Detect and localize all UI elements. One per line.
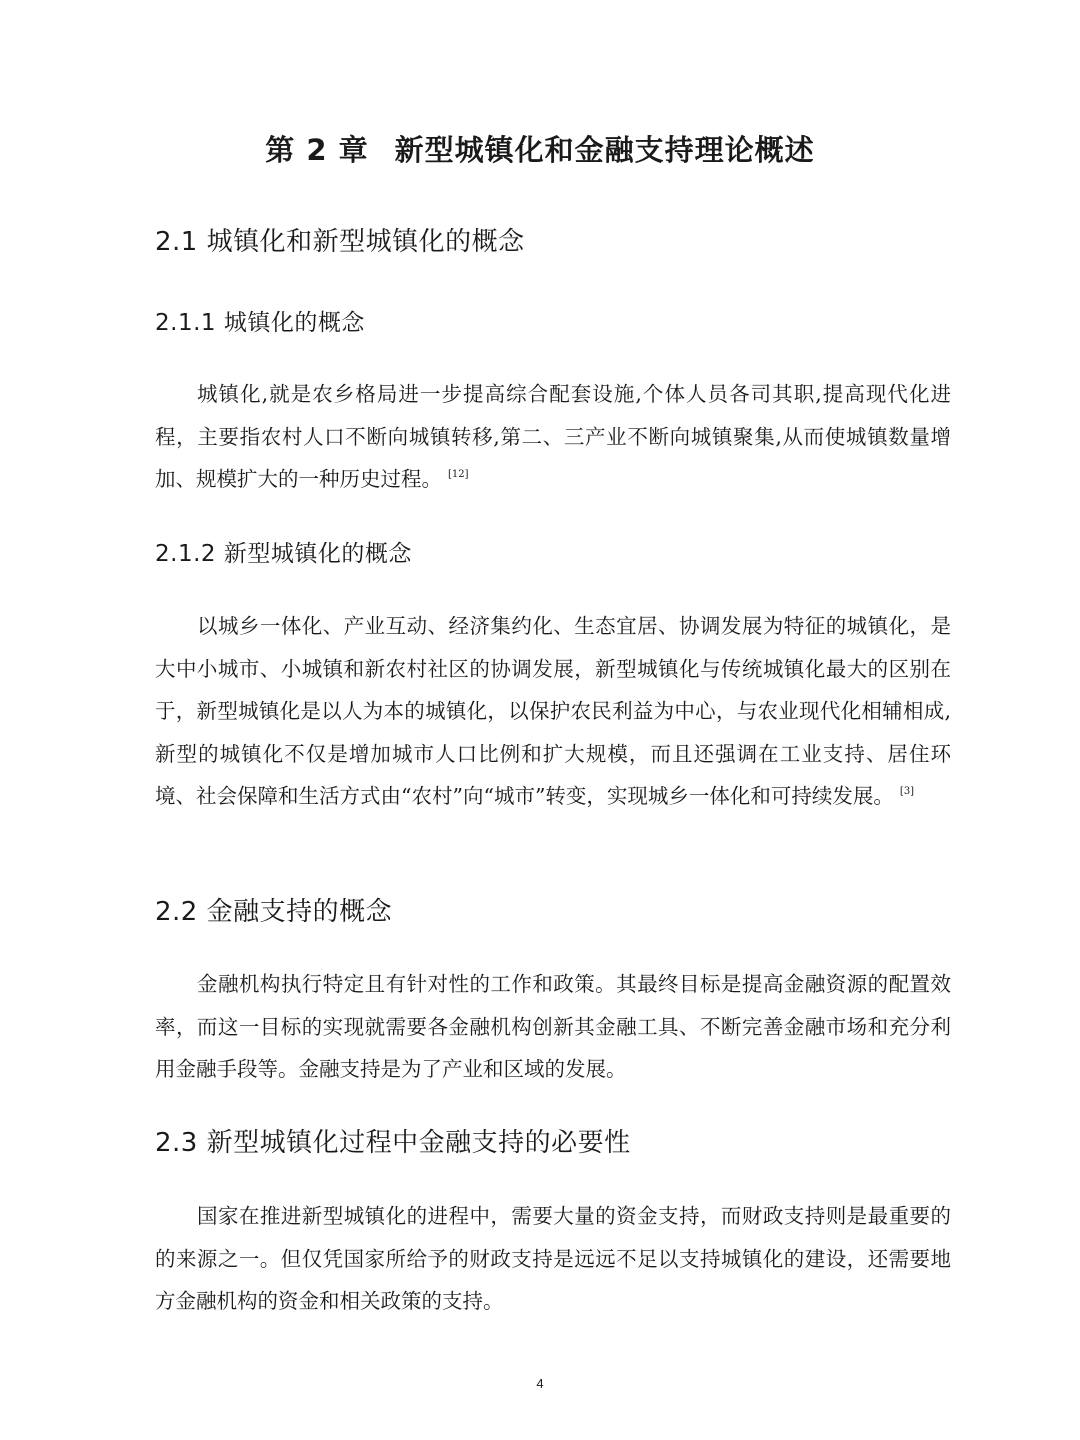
paragraph-2-1-2-text: 以城乡一体化、产业互动、经济集约化、生态宜居、协调发展为特征的城镇化，是大中小城市、小城镇和新农村社区的协调发展，新型城镇化与传统城镇化最大的区别在于，新型城镇化是以人为本的城镇化，以保护农民利益为中心，与农业现代化相辅相成,新型的城镇化不仅是增加城市人口比例和扩大规模，而且还强调在工业支持、居住环境、社会保障和生活方式由“农村”向“城市”转变，实现城乡一体化和可持续发展。 <box>155 614 951 808</box>
section-heading-2-2: 2.2 金融支持的概念 <box>155 897 393 927</box>
page-number: 4 <box>536 1376 544 1391</box>
subsection-heading-2-1-2: 2.1.2 新型城镇化的概念 <box>155 541 412 567</box>
section-heading-2-3: 2.3 新型城镇化过程中金融支持的必要性 <box>155 1128 631 1158</box>
paragraph-2-1-2 <box>155 605 951 818</box>
paragraph-2-3-text: 国家在推进新型城镇化的进程中，需要大量的资金支持，而财政支持则是最重要的的来源之一。但仅凭国家所给予的财政支持是远远不足以支持城镇化的建设，还需要地方金融机构的资金和相关政策的支持。 <box>155 1204 951 1313</box>
chapter-number: 第 2 章 <box>265 133 369 167</box>
citation-12: [12] <box>448 469 469 480</box>
paragraph-2-1-1-text: 城镇化,就是农乡格局进一步提高综合配套设施,个体人员各司其职,提高现代化进程，主要指农村人口不断向城镇转移,第二、三产业不断向城镇聚集,从而使城镇数量增加、规模扩大的一种历史过程。 <box>155 382 951 491</box>
paragraph-2-2 <box>155 963 951 1091</box>
chapter-title-text: 新型城镇化和金融支持理论概述 <box>394 133 815 167</box>
paragraph-2-1-1 <box>155 373 951 501</box>
paragraph-2-3 <box>155 1195 951 1323</box>
citation-3: [3] <box>899 786 915 797</box>
section-heading-2-1: 2.1 城镇化和新型城镇化的概念 <box>155 227 525 257</box>
paragraph-2-2-text: 金融机构执行特定且有针对性的工作和政策。其最终目标是提高金融资源的配置效率，而这一目标的实现就需要各金融机构创新其金融工具、不断完善金融市场和充分利用金融手段等。金融支持是为了产业和区域的发展。 <box>155 972 951 1081</box>
subsection-heading-2-1-1: 2.1.1 城镇化的概念 <box>155 310 365 336</box>
chapter-title <box>0 128 1080 172</box>
